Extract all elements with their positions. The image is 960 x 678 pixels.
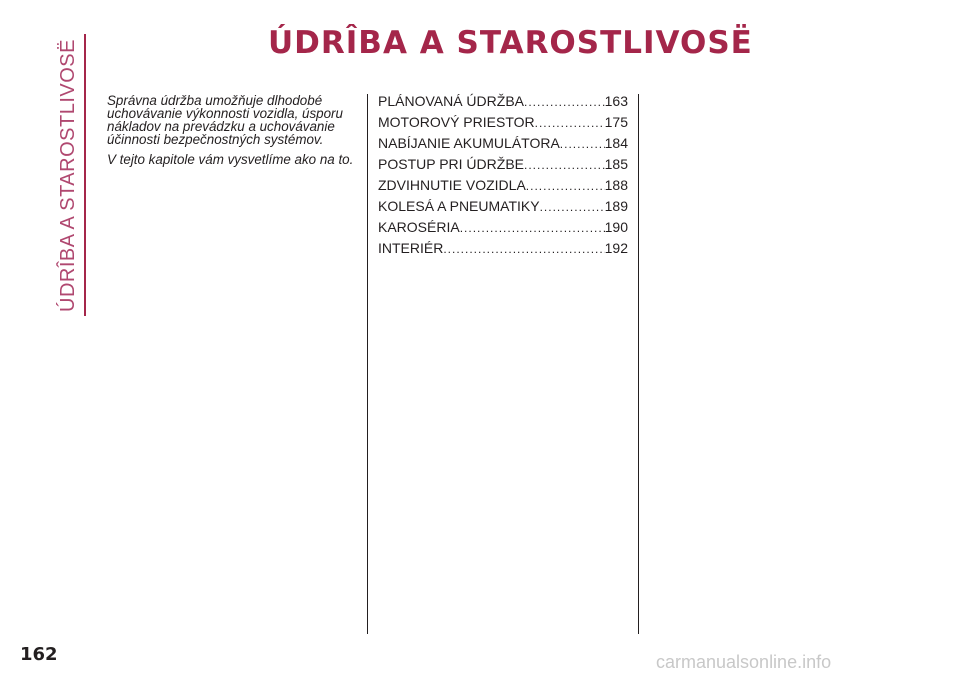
toc-leader <box>540 200 605 214</box>
toc-page: 190 <box>604 219 628 235</box>
toc-label: MOTOROVÝ PRIESTOR <box>378 114 535 130</box>
toc-entry[interactable] <box>378 114 628 135</box>
toc-label: PLÁNOVANÁ ÚDRŽBA <box>378 93 524 109</box>
page-title: ÚDRÎBA A STAROSTLIVOSË <box>268 25 753 61</box>
toc-leader <box>524 95 605 109</box>
toc-leader <box>524 158 605 172</box>
toc-entry[interactable] <box>378 135 628 156</box>
toc-page: 175 <box>604 114 628 130</box>
toc-label: INTERIÉR <box>378 240 444 256</box>
toc-label: KOLESÁ A PNEUMATIKY <box>378 198 540 214</box>
side-rule <box>84 34 86 316</box>
intro-paragraph: V tejto kapitole vám vysvetlíme ako na to. <box>107 152 354 167</box>
toc-page: 192 <box>604 240 628 256</box>
toc-page: 163 <box>604 93 628 109</box>
intro-paragraph: Správna údržba umožňuje dlhodobé uchovávanie výkonnosti vozidla, úsporu nákladov na prevádzku a uchovávanie účinnosti bezpečnostných systémov. <box>107 93 343 147</box>
toc-entry[interactable] <box>378 240 628 261</box>
toc-entry[interactable] <box>378 177 628 198</box>
table-of-contents <box>378 93 628 261</box>
toc-page: 189 <box>604 198 628 214</box>
side-chapter-title: ÚDRÎBA A STAROSTLIVOSË <box>57 39 79 312</box>
column-divider-left <box>367 94 368 634</box>
toc-leader <box>443 242 604 256</box>
toc-page: 185 <box>604 156 628 172</box>
toc-leader <box>526 179 605 193</box>
toc-page: 188 <box>604 177 628 193</box>
toc-leader <box>535 116 605 130</box>
toc-label: ZDVIHNUTIE VOZIDLA <box>378 177 526 193</box>
toc-label: NABÍJANIE AKUMULÁTORA <box>378 135 560 151</box>
intro-text <box>107 94 359 173</box>
toc-leader <box>460 221 605 235</box>
toc-entry[interactable] <box>378 93 628 114</box>
toc-leader <box>560 137 605 151</box>
toc-entry[interactable] <box>378 198 628 219</box>
watermark: carmanualsonline.info <box>656 652 832 672</box>
toc-label: KAROSÉRIA <box>378 219 460 235</box>
toc-entry[interactable] <box>378 156 628 177</box>
column-divider-right <box>638 94 639 634</box>
toc-entry[interactable] <box>378 219 628 240</box>
page-number: 162 <box>20 644 58 665</box>
toc-page: 184 <box>604 135 628 151</box>
toc-label: POSTUP PRI ÚDRŽBE <box>378 156 524 172</box>
